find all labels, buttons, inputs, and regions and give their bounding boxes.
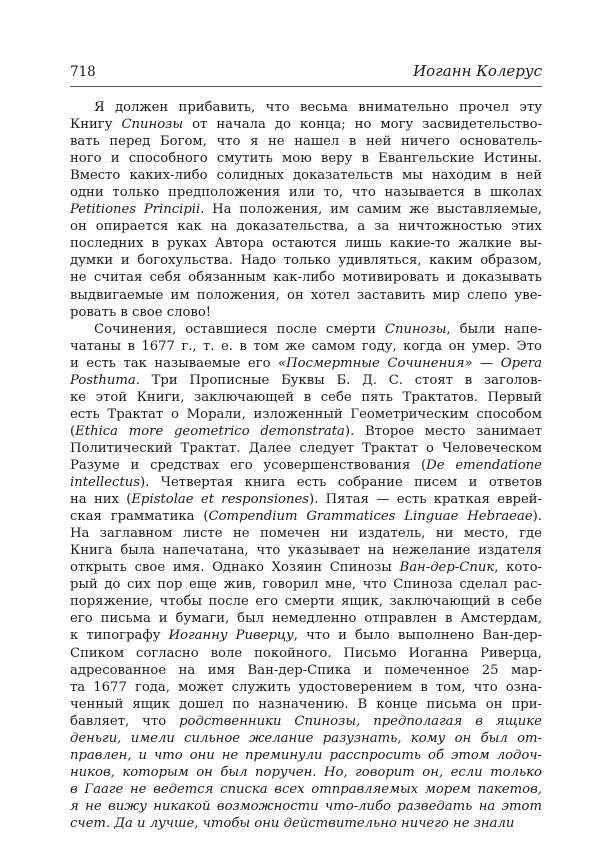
- text-line: Сочинения, оставшиеся после смерти Спинозы, были напе-: [94, 321, 542, 337]
- text-line: бавляет, что родственники Спинозы, предполагая в ящике: [70, 713, 542, 729]
- text-line: Спиком согласно воле покойного. Письмо Иоганна Риверца,: [70, 645, 542, 661]
- text-line: вать перед Богом, что я не нашел в ней ничего основатель-: [70, 134, 542, 150]
- italic-text: Compendium Grammatices Linguae Hebraeae: [208, 509, 533, 525]
- italic-text: De emendatione: [426, 457, 542, 473]
- text-line: intellectus). Четвертая книга есть собрание писем и ответов: [70, 475, 542, 491]
- italic-text: intellectus: [70, 475, 141, 491]
- text-line: На заглавном листе не помечен ни издатель, ни место, где: [70, 526, 542, 542]
- text-line: не считая себя обязанным как-либо мотивировать и доказывать: [70, 270, 542, 286]
- italic-text: Спинозы: [384, 321, 447, 337]
- text-line: (Ethica more geometrico demonstrata). Второе место занимает: [70, 423, 543, 439]
- text-line: поряжение, чтобы после его смерти ящик, заключающий в себе: [70, 594, 542, 610]
- page-header: [70, 64, 542, 86]
- text-line: чатаны в 1677 г., т. е. в том же самом году, когда он умер. Это: [70, 338, 542, 354]
- text-line: Petitiones Principii. На положения, им самим же выставляемые,: [70, 202, 542, 218]
- text-line: ников, которым он был поручен. Но, говорит он, если только: [70, 764, 542, 780]
- italic-text: родственники Спинозы, предполагая в ящике: [179, 713, 542, 729]
- text-line: Политический Трактат. Далее следует Трактат о Человеческом: [70, 440, 542, 456]
- text-line: выдвигаемые им положения, он хотел заставить мир слепо уве-: [70, 287, 542, 303]
- text-line: Posthuma. Три Прописные Буквы Б. Д. С. стоят в заголов-: [70, 372, 542, 388]
- text-line: та 1677 года, может служить удостоверением в том, что озна-: [70, 679, 542, 695]
- text-line: ровать в свое слово!: [70, 304, 212, 320]
- text-line: и есть так называемые его «Посмертные Сочинения» — Opera: [70, 355, 542, 371]
- text-line: он опирается как на доказательства, а за ничтожностью этих: [70, 219, 542, 235]
- text-line: Книгу Спинозы от начала до конца; но могу засвидетельство-: [70, 117, 542, 133]
- text-line: [70, 730, 542, 747]
- text-line: Я должен прибавить, что весьма внимательно прочел эту: [94, 100, 542, 115]
- italic-text: Спинозы: [121, 117, 184, 133]
- italic-text: правлен, и что они не преминули расспросить об этом лодоч-: [70, 747, 542, 763]
- text-line: Вместо каких-либо солидных доказательств мы находим в ней: [70, 168, 542, 184]
- text-line: ке этой Книги, заключающей в себе пять Трактатов. Первый: [70, 389, 542, 405]
- text-line: [70, 781, 542, 798]
- page-number: 718: [70, 64, 96, 80]
- body-text: [70, 99, 542, 832]
- italic-text: Ван-дер-Спик: [399, 560, 495, 576]
- italic-text: Иоганну Риверцу: [168, 628, 294, 644]
- text-line: открыть свое имя. Однако Хозяин Спинозы Ван-дер-Спик, кото-: [70, 560, 542, 576]
- text-line: одни только предположения или то, что называется в школах: [70, 185, 542, 201]
- italic-text: Posthuma: [70, 372, 136, 388]
- paragraph: [70, 99, 542, 321]
- text-line: его письма и бумаги, был немедленно отправлен в Амстердам,: [70, 611, 542, 627]
- italic-text: Ethica more geometrico demonstrata: [75, 423, 345, 439]
- text-line: к типографу Иоганну Риверцу, что и было выполнено Ван-дер-: [70, 628, 542, 644]
- text-line: Книга была напечатана, что указывает на нежелание издателя: [70, 543, 542, 559]
- text-line: [70, 815, 542, 832]
- text-line: адресованное на имя Ван-дер-Спика и помеченное 25 мар-: [70, 662, 542, 678]
- italic-text: деньги, имели сильное желание разузнать, кому он был от-: [70, 730, 542, 746]
- text-line: ская грамматика (Compendium Grammatices Linguae Hebraeae).: [70, 509, 542, 525]
- italic-text: Но, говорит он, если только: [323, 764, 542, 780]
- text-line: ного и способного смутить мою веру в Евангельские Истины.: [70, 151, 542, 167]
- running-title: Иоганн Колерус: [413, 62, 542, 80]
- text-line: [70, 798, 542, 815]
- italic-text: Epistolae et responsiones: [131, 492, 310, 508]
- italic-text: Petitiones Principii: [70, 202, 201, 218]
- text-line: ченный ящик дошел по назначению. В конце письма он при-: [70, 696, 542, 712]
- header-rule: [70, 86, 542, 87]
- text-line: последних в руках Автора остаются лишь какие-то жалкие вы-: [70, 236, 542, 252]
- italic-text: «Посмертные Сочинения» — Opera: [278, 355, 542, 371]
- text-line: думки и богохульства. Надо только удивляться, каким образом,: [70, 253, 542, 269]
- italic-text: в Гааге не ведется списка всех отправляемых морем пакетов,: [70, 781, 542, 797]
- text-line: рый до сих пор еще жив, говорил мне, что Спиноза сделал рас-: [70, 577, 542, 593]
- paragraph: [70, 321, 542, 832]
- text-line: [70, 747, 542, 764]
- italic-text: счет. Да и лучше, чтобы они действительно ничего не знали: [70, 815, 515, 831]
- italic-text: я не вижу никакой возможности что-либо разведать на этот: [70, 798, 542, 814]
- text-line: Разуме и средствах его усовершенствования (De emendatione: [70, 457, 542, 473]
- text-line: есть Трактат о Морали, изложенный Геометрическим способом: [70, 406, 542, 422]
- italic-text: ников, которым он был поручен: [70, 764, 313, 780]
- text-line: на них (Epistolae et responsiones). Пятая — есть краткая еврей-: [70, 492, 543, 508]
